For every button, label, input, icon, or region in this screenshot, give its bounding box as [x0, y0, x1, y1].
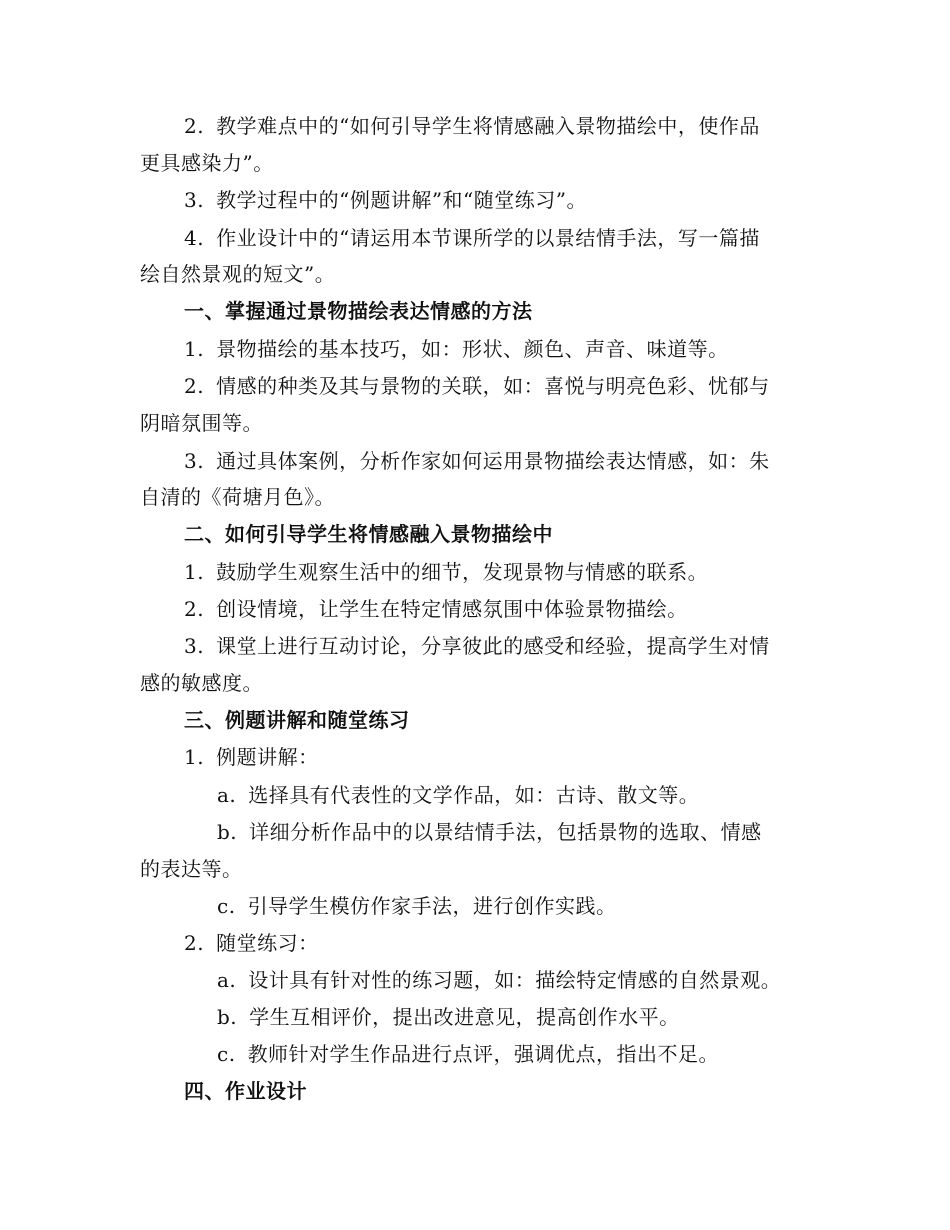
- list-item: [184, 187, 587, 213]
- item-continuation: 绘自然景观的短文”。: [140, 262, 336, 286]
- item-text: 例题讲解：: [216, 745, 319, 769]
- section-heading-4: 四、作业设计: [184, 1079, 307, 1103]
- sub-item-text: 学生互相评价，提出改进意见，提高创作水平。: [249, 1005, 680, 1029]
- section-heading-1: 一、掌握通过景物描绘表达情感的方法: [184, 299, 533, 323]
- sub-item: [217, 1004, 680, 1030]
- list-item: [184, 336, 729, 362]
- sub-item-letter: c.: [217, 894, 236, 918]
- list-item: [184, 373, 770, 399]
- sub-item-text: 设计具有针对性的练习题，如：描绘特定情感的自然景观。: [248, 968, 782, 992]
- item-text: 景物描绘的基本技巧，如：形状、颜色、声音、味道等。: [216, 337, 729, 361]
- section-heading-2: 二、如何引导学生将情感融入景物描绘中: [184, 522, 553, 546]
- sub-item: [217, 893, 617, 919]
- item-continuation: 感的敏感度。: [140, 671, 263, 695]
- sub-item-letter: a.: [217, 783, 237, 807]
- item-number: 4.: [184, 226, 205, 250]
- sub-item-continuation: 的表达等。: [140, 857, 243, 881]
- item-text: 作业设计中的“请运用本节课所学的以景结情手法，写一篇描: [216, 226, 760, 250]
- sub-item-letter: c.: [217, 1042, 236, 1066]
- list-item: [184, 448, 770, 474]
- list-item: [184, 225, 760, 251]
- item-number: 1.: [184, 745, 205, 769]
- item-text: 教学难点中的“如何引导学生将情感融入景物描绘中，使作品: [216, 114, 760, 138]
- item-number: 2.: [184, 114, 205, 138]
- item-text: 通过具体案例，分析作家如何运用景物描绘表达情感，如：朱: [216, 449, 770, 473]
- item-number: 3.: [184, 634, 205, 658]
- item-number: 2.: [184, 597, 205, 621]
- sub-item: [217, 1041, 719, 1067]
- item-text: 教学过程中的“例题讲解”和“随堂练习”。: [216, 188, 587, 212]
- list-item: [184, 113, 760, 139]
- sub-item-text: 教师针对学生作品进行点评，强调优点，指出不足。: [247, 1042, 720, 1066]
- item-continuation: 阴暗氛围等。: [140, 411, 263, 435]
- list-item: [184, 596, 688, 622]
- item-continuation: 更具感染力”。: [140, 151, 274, 175]
- list-item: [184, 930, 319, 956]
- sub-item: [217, 782, 699, 808]
- item-number: 1.: [184, 337, 205, 361]
- section-heading-3: 三、例题讲解和随堂练习: [184, 708, 410, 732]
- sub-item-text: 引导学生模仿作家手法，进行创作实践。: [247, 894, 617, 918]
- sub-item-text: 详细分析作品中的以景结情手法，包括景物的选取、情感: [249, 820, 762, 844]
- sub-item-text: 选择具有代表性的文学作品，如：古诗、散文等。: [248, 783, 700, 807]
- item-continuation: 自清的《荷塘月色》。: [140, 485, 335, 509]
- sub-item-letter: b.: [217, 1005, 238, 1029]
- list-item: [184, 559, 708, 585]
- sub-item-letter: b.: [217, 820, 238, 844]
- item-text: 创设情境，让学生在特定情感氛围中体验景物描绘。: [216, 597, 688, 621]
- item-number: 2.: [184, 931, 205, 955]
- item-text: 鼓励学生观察生活中的细节，发现景物与情感的联系。: [216, 560, 709, 584]
- sub-item: [217, 819, 762, 845]
- sub-item: [217, 967, 781, 993]
- list-item: [184, 744, 319, 770]
- sub-item-letter: a.: [217, 968, 237, 992]
- item-number: 3.: [184, 449, 205, 473]
- item-text: 情感的种类及其与景物的关联，如：喜悦与明亮色彩、忧郁与: [216, 374, 770, 398]
- item-number: 3.: [184, 188, 205, 212]
- item-number: 2.: [184, 374, 205, 398]
- item-text: 随堂练习：: [216, 931, 319, 955]
- item-text: 课堂上进行互动讨论，分享彼此的感受和经验，提高学生对情: [216, 634, 770, 658]
- list-item: [184, 633, 770, 659]
- item-number: 1.: [184, 560, 205, 584]
